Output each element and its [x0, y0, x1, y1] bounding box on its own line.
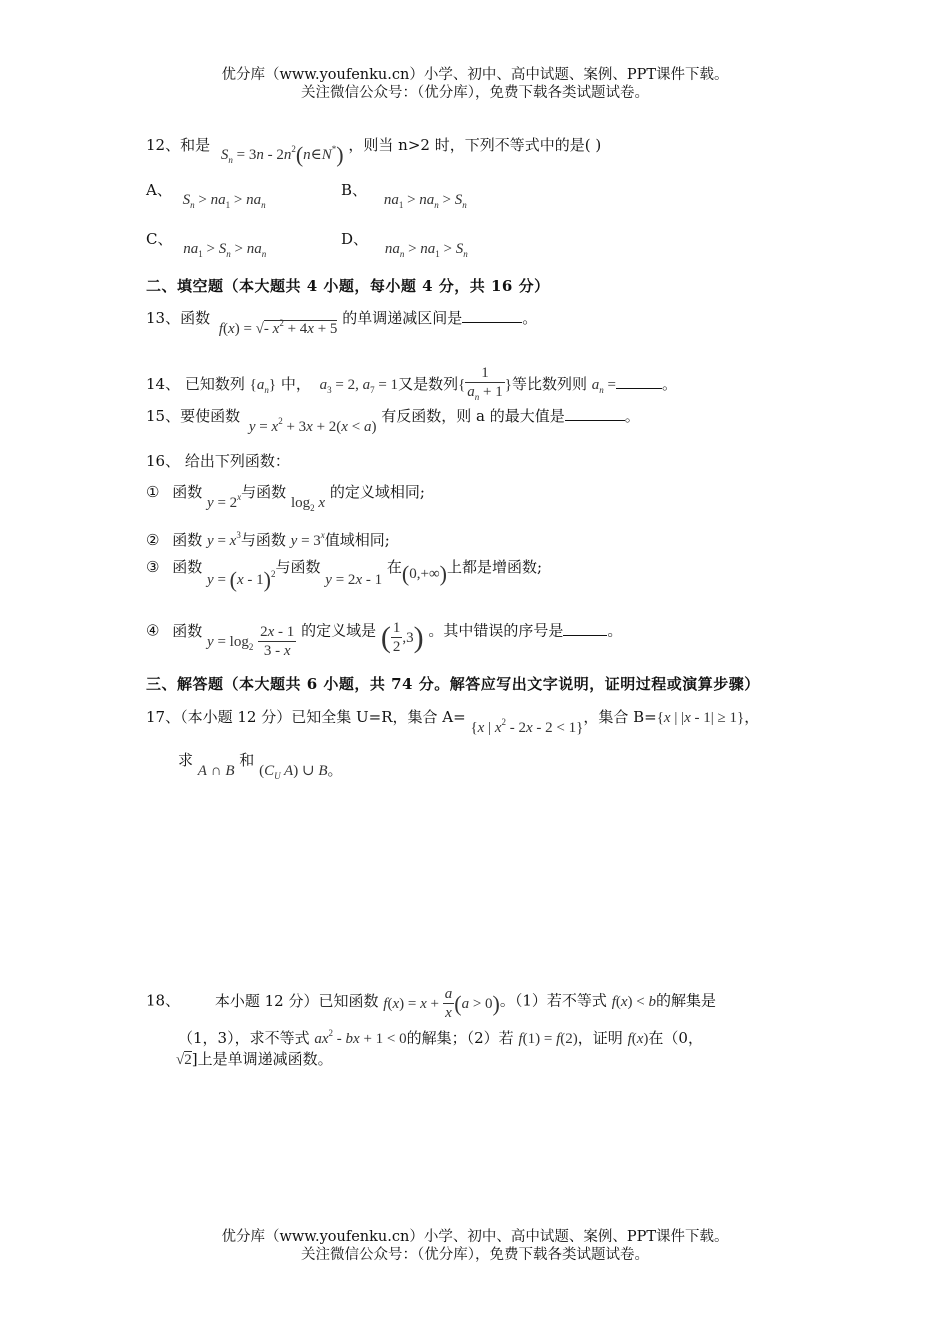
q14-mid3: 等比数列则 — [511, 375, 587, 393]
q16-item-2-text-a: 函数 — [172, 531, 203, 549]
section-3-title: 三、解答题（本大题共 6 小题，共 74 分。解答应写出文字说明，证明过程或演算步骤） — [146, 675, 760, 693]
q16-item-3-f1: y = (x - 1)$^2$ — [207, 567, 276, 592]
q16-item-1-mark: ① — [146, 483, 160, 501]
q17-mid: ，集合 B= — [583, 708, 657, 726]
q16-item-1-f1: $y = 2^x$ — [207, 492, 242, 511]
q17-expr-1: A ∩ B — [197, 763, 235, 779]
q17-expr-2: ($C_U$ A) ∪ B — [259, 763, 328, 781]
q12-option-a-label: A、 — [146, 181, 172, 199]
footer-line-1: 优分库（www.youfenku.cn）小学、初中、高中试题、案例、PPT课件下载。 — [221, 1229, 729, 1245]
q12-option-d-formula: $na_n > na_1 > S_n$ — [384, 241, 468, 259]
q16-item-2-text-b: 与函数 — [240, 531, 286, 549]
question-15 — [146, 401, 640, 435]
q18-text-1: 本小题 12 分）已知函数 — [214, 991, 379, 1010]
q18-text-7: 在（0， — [648, 1029, 703, 1047]
q12-suffix: ，则当 n>2 时，下列不等式中的是( ) — [348, 136, 602, 154]
q16-item-1-text-c: 的定义域相同; — [329, 483, 425, 501]
q18-text-5: 的解集；（2）若 — [406, 1029, 514, 1047]
q16-item-3-text-a: 函数 — [172, 558, 203, 576]
q17-ask — [178, 750, 343, 781]
q16-item-3-text-d: 上都是增函数; — [446, 558, 543, 576]
q16-title: 16、 给出下列函数： — [146, 452, 290, 470]
q12-option-d — [341, 229, 468, 259]
q12-option-c — [146, 229, 267, 259]
footer-line-2: 关注微信公众号：（优分库），免费下载各类试题试卷。 — [301, 1247, 649, 1263]
q16-answer-blank[interactable] — [563, 635, 607, 636]
q16-item-4 — [146, 613, 623, 659]
q12-formula: $S_n = 3n$ - $2n^2(n\in N^*)$ — [220, 142, 344, 167]
q18-text-8: ]上是单调递减函数。 — [191, 1050, 333, 1068]
q14-fraction: $\frac{1}{a_n + 1}$ — [467, 365, 503, 402]
q16-item-3-text-c: 在 — [386, 558, 402, 576]
q18-line-2 — [178, 1023, 703, 1049]
q16-item-3-mark: ③ — [146, 558, 160, 576]
q17-prefix: 17、（本小题 12 分）已知全集 U=R，集合 A= — [146, 708, 466, 726]
q18-ineq-2: $ax^2$ - bx + 1 < 0 — [314, 1028, 407, 1047]
q12-option-d-label: D、 — [341, 230, 369, 248]
q18-fx: f(x) — [627, 1031, 649, 1047]
q13-answer-blank[interactable] — [462, 322, 522, 323]
q13-suffix: 的单调递减区间是 — [342, 309, 463, 327]
q17-set-a: {x | $x^2 - 2x - 2 < 1$} — [470, 717, 584, 736]
q17-ask-text: 求 — [178, 751, 194, 769]
q15-formula: $y = x^2 + 3x + 2(x < a)$ — [248, 416, 377, 435]
q16-item-1-text-b: 与函数 — [241, 483, 287, 501]
page-header — [0, 66, 950, 102]
q16-item-3-f2: y = 2x - 1 — [325, 572, 383, 588]
q15-end: 。 — [624, 407, 640, 425]
q17-end: ， — [744, 708, 760, 726]
q18-function: f(x) = x + $\frac{a}{x}$ (a > 0) — [383, 986, 500, 1021]
q16-item-1-text-a: 函数 — [172, 483, 203, 501]
section-2-title: 二、填空题（本大题共 4 小题，每小题 4 分，共 16 分） — [146, 277, 550, 295]
q18-text-6: ，证明 — [577, 1029, 623, 1047]
q16-item-4-mark: ④ — [146, 621, 160, 640]
question-12 — [146, 130, 602, 167]
q16-item-3-text-b: 与函数 — [275, 558, 321, 576]
q12-option-a — [146, 180, 266, 210]
header-line-2: 关注微信公众号：（优分库），免费下载各类试题试卷。 — [301, 85, 649, 101]
q16-item-1-f2: $\log_2 x$ — [290, 495, 326, 513]
q16-item-4-f1: $y = \log_2$ $\frac{2x - 1}{3 - x}$ — [207, 624, 295, 659]
page-footer — [0, 1228, 950, 1264]
q14-mid2: 又是数列 — [398, 375, 459, 393]
q16-item-3-interval: (0,+∞) — [401, 561, 447, 586]
q12-option-c-formula: $na_1 > S_n > na_n$ — [183, 241, 267, 259]
q16-item-3 — [146, 552, 543, 592]
q14-given: $a_3 = 2$, $a_7 = 1$ — [319, 377, 399, 395]
q15-suffix: 有反函数，则 a 的最大值是 — [381, 407, 565, 425]
q18-number: 18、 — [146, 991, 181, 1010]
q18-text-4: （1，3），求不等式 — [178, 1029, 310, 1047]
q16-item-2-f2: $y = 3^x$ — [290, 530, 325, 549]
q12-option-b — [341, 180, 467, 210]
q13-prefix: 13、函数 — [146, 309, 211, 327]
q18-text-3: 的解集是 — [656, 991, 717, 1010]
q16-item-4-end: 。 — [607, 621, 623, 640]
q13-end: 。 — [522, 309, 538, 327]
q13-formula: f(x) = √- $x^2 + 4x + 5$ — [218, 318, 338, 337]
q18-line-3 — [176, 1049, 333, 1070]
q16-item-2-text-c: 值域相同; — [324, 531, 390, 549]
q15-prefix: 15、要使函数 — [146, 407, 241, 425]
q18-sqrt2: √2 — [176, 1052, 192, 1068]
q18-cond: f(1) = f(2) — [518, 1031, 578, 1047]
q17-stop: 。 — [327, 761, 343, 779]
q12-option-c-label: C、 — [146, 230, 173, 248]
q16-item-4-text-b: 的定义域是 — [301, 621, 377, 640]
q14-an: $a_n$ = — [591, 377, 616, 395]
question-14: 14、 已知数列 $\{a_n\}$ 中， $a_3 = 2$, $a_7 = 1$又是数列{ $\frac{1}{a_n + 1}$ }等比数列则 $a_n$ = 。 — [146, 364, 677, 406]
q12-option-b-formula: $na_1 > na_n > S_n$ — [383, 192, 467, 210]
q16-item-4-text-c: 。其中错误的序号是 — [428, 621, 564, 640]
q12-option-a-formula: $S_n > na_1 > na_n$ — [182, 192, 266, 210]
q17-set-b: {x | |x - 1| ≥ 1} — [656, 710, 745, 726]
question-13 — [146, 303, 538, 337]
q12-prefix: 12、和是 — [146, 136, 211, 154]
q18-ineq: f(x) < b — [611, 993, 656, 1010]
q14-end: 。 — [661, 375, 677, 393]
question-17 — [146, 702, 760, 736]
header-line-1: 优分库（www.youfenku.cn）小学、初中、高中试题、案例、PPT课件下载。 — [221, 67, 729, 83]
q14-seq-a: $\{a_n\}$ — [249, 377, 277, 395]
q15-answer-blank[interactable] — [565, 420, 625, 421]
q16-item-2-f1: $y = x^3$ — [207, 530, 241, 549]
q14-answer-blank[interactable] — [616, 388, 662, 389]
q14-mid1: 中， — [280, 375, 311, 393]
q18-text-2: 。（1）若不等式 — [499, 991, 607, 1010]
q16-item-1 — [146, 477, 425, 513]
q16-item-4-text-a: 函数 — [172, 621, 203, 640]
q14-prefix: 14、 已知数列 — [146, 375, 245, 393]
q16-item-4-domain: ( $\frac{1}{2}$ ,3) — [380, 620, 424, 655]
q16-item-2-mark: ② — [146, 531, 160, 549]
q16-item-2 — [146, 525, 390, 551]
q12-option-b-label: B、 — [341, 181, 368, 199]
question-18 — [146, 983, 716, 1020]
q17-and: 和 — [239, 751, 255, 769]
